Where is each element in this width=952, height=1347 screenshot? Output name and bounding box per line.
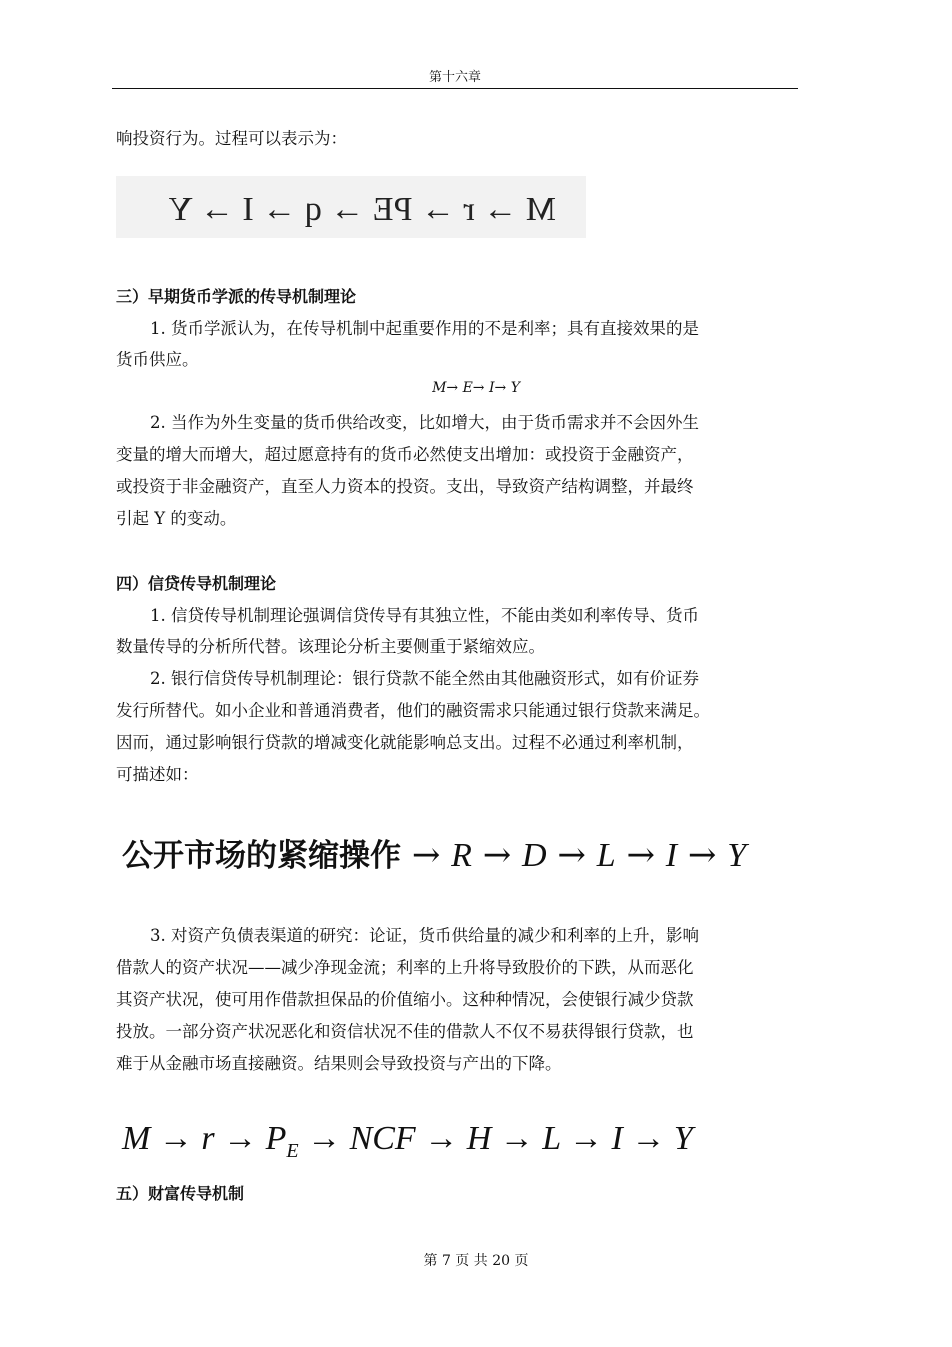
paragraph-line: 1. 货币学派认为，在传导机制中起重要作用的不是利率；具有直接效果的是	[150, 319, 699, 338]
formula-term: L	[542, 1120, 561, 1157]
formula-term: L	[596, 837, 616, 874]
paragraph-line: 因而，通过影响银行贷款的增减变化就能影响总支出。过程不必通过利率机制，	[116, 733, 694, 752]
paragraph-line: 或投资于非金融资产，直至人力资本的投资。支出，导致资产结构调整，并最终	[116, 477, 694, 496]
formula-term: Y	[727, 837, 747, 874]
paragraph-line: 变量的增大而增大，超过愿意持有的货币必然使支出增加：或投资于金融资产，	[116, 445, 694, 464]
paragraph-line: 投放。一部分资产状况恶化和资信状况不佳的借款人不仅不易获得银行贷款，也	[116, 1022, 694, 1041]
monetarist-formula: M→ E→ I→ Y	[432, 380, 520, 396]
header-rule	[112, 88, 798, 89]
formula-arrow: →	[424, 1120, 459, 1157]
formula-term: H	[466, 1120, 492, 1157]
formula-term: R	[451, 837, 472, 874]
paragraph-line: 1. 信贷传导机制理论强调信贷传导有其独立性，不能由类如利率传导、货币	[150, 606, 699, 625]
credit-channel-formula	[122, 830, 746, 875]
mirrored-formula-image	[116, 176, 586, 238]
section-heading-4: 四）信贷传导机制理论	[116, 574, 277, 593]
formula-arrow: →	[223, 1120, 258, 1157]
formula-arrow: →	[499, 1120, 534, 1157]
formula-term: M	[122, 1120, 151, 1157]
paragraph-line: 其资产状况，使可用作借款担保品的价值缩小。这种种情况，会使银行减少贷款	[116, 990, 694, 1009]
formula-subscript: E	[286, 1139, 299, 1162]
paragraph-line: 发行所替代。如小企业和普通消费者，他们的融资需求只能通过银行贷款来满足。	[116, 701, 710, 720]
formula-arrow: →	[307, 1120, 342, 1157]
formula-arrow: →	[626, 835, 655, 875]
formula-arrow: →	[557, 835, 586, 875]
paragraph-line: 3. 对资产负债表渠道的研究：论证，货币供给量的减少和利率的上升，影响	[150, 926, 699, 945]
formula-arrow: →	[569, 1120, 604, 1157]
section-heading-5: 五）财富传导机制	[116, 1184, 245, 1203]
paragraph-line: 引起 Y 的变动。	[116, 509, 237, 528]
formula-term: I	[611, 1120, 623, 1157]
mirrored-formula-text: M → r → PE → q → I → Y	[168, 191, 556, 228]
page-footer: 第 7 页 共 20 页	[423, 1253, 529, 1269]
section-heading-3: 三）早期货币学派的传导机制理论	[116, 287, 357, 306]
paragraph-line: 借款人的资产状况——减少净现金流；利率的上升将导致股价的下跌，从而恶化	[116, 958, 694, 977]
paragraph-line: 2. 当作为外生变量的货币供给改变，比如增大，由于货币需求并不会因外生	[150, 413, 699, 432]
paragraph-line: 难于从金融市场直接融资。结果则会导致投资与产出的下降。	[116, 1054, 562, 1073]
formula-arrow: →	[411, 835, 441, 875]
paragraph-line: 货币供应。	[116, 350, 199, 369]
formula-term: Y	[673, 1120, 693, 1157]
formula-arrow: →	[687, 835, 717, 875]
formula-term: I	[665, 837, 678, 874]
page-header: 第十六章	[428, 70, 481, 85]
formula-term: D	[522, 837, 547, 874]
formula-arrow: →	[631, 1120, 666, 1157]
balance-sheet-formula	[122, 1120, 693, 1163]
paragraph-line: 2. 银行信贷传导机制理论：银行贷款不能全然由其他融资形式，如有价证券	[150, 669, 699, 688]
formula-arrow: →	[482, 835, 512, 875]
formula-term: r	[201, 1120, 215, 1157]
formula-term: P	[265, 1120, 287, 1157]
paragraph-line: 可描述如：	[116, 765, 199, 784]
paragraph-line: 响投资行为。过程可以表示为：	[116, 129, 347, 148]
formula-arrow: →	[158, 1120, 193, 1157]
paragraph-line: 数量传导的分析所代替。该理论分析主要侧重于紧缩效应。	[116, 637, 545, 656]
credit-formula-label: 公开市场的紧缩操作	[122, 838, 401, 874]
formula-term: NCF	[349, 1120, 416, 1157]
